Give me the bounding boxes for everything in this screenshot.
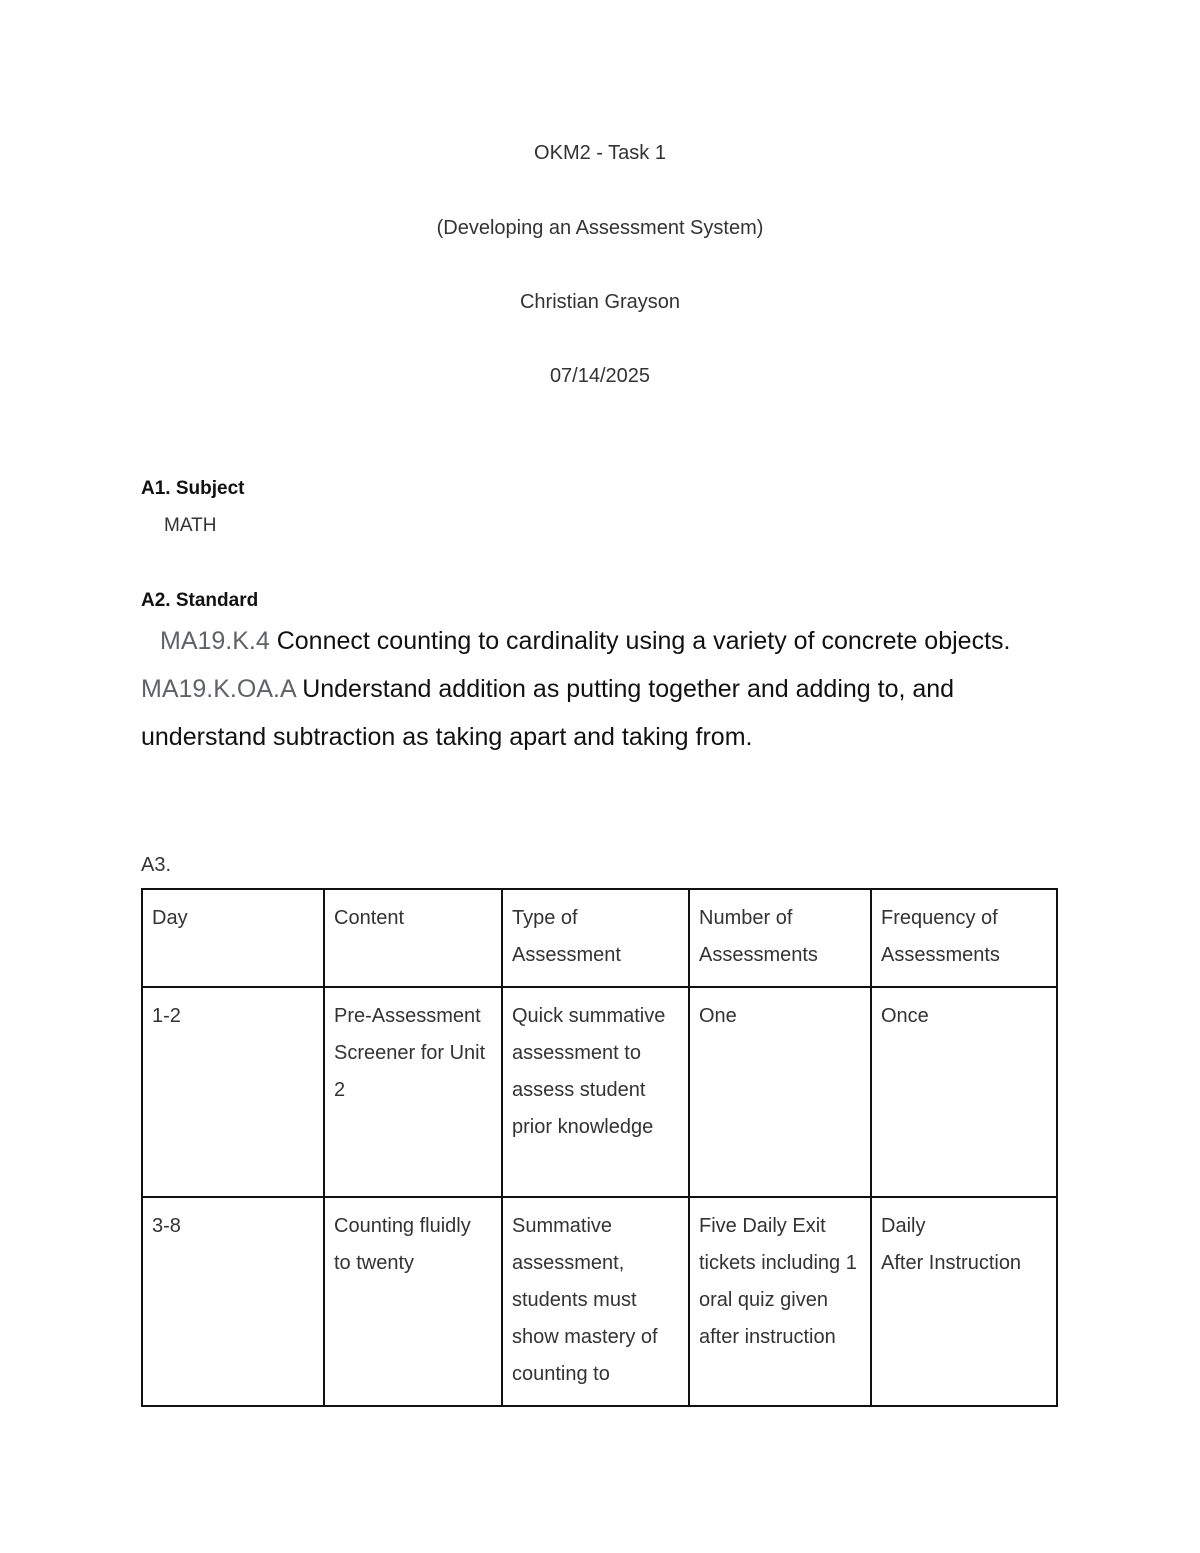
cell-day: 1-2 bbox=[142, 987, 324, 1197]
cell-content: Pre-Assessment Screener for Unit 2 bbox=[324, 987, 502, 1197]
standards-list bbox=[141, 617, 1041, 761]
cell-number: Five Daily Exit tickets including 1 oral quiz given after instruction bbox=[689, 1197, 871, 1406]
cell-day: 3-8 bbox=[142, 1197, 324, 1406]
cell-number: One bbox=[689, 987, 871, 1197]
standard-text: Connect counting to cardinality using a variety of concrete objects. bbox=[269, 627, 1011, 655]
author-name: Christian Grayson bbox=[519, 291, 681, 313]
cell-frequency bbox=[871, 987, 1057, 1197]
table-header-row bbox=[142, 889, 1057, 987]
standard-heading: A2. Standard bbox=[141, 590, 259, 611]
header-cell-day: Day bbox=[142, 889, 324, 987]
standard-code: MA19.K.4 bbox=[160, 627, 270, 655]
standard-item bbox=[141, 665, 1041, 761]
header-cell-type: Type of Assessment bbox=[502, 889, 689, 987]
cell-frequency bbox=[871, 1197, 1057, 1406]
cell-type: Summative assessment, students must show mastery of counting to bbox=[502, 1197, 689, 1406]
cell-content: Counting fluidly to twenty bbox=[324, 1197, 502, 1406]
assessment-table bbox=[141, 888, 1058, 1407]
header-cell-number: Number of Assessments bbox=[689, 889, 871, 987]
header-cell-frequency: Frequency of Assessments bbox=[871, 889, 1057, 987]
frequency-line-2: After Instruction bbox=[881, 1252, 1022, 1274]
standard-code: MA19.K.OA.A bbox=[141, 675, 296, 703]
frequency-line: Daily bbox=[881, 1215, 926, 1237]
document-subtitle: (Developing an Assessment System) bbox=[436, 217, 764, 239]
a3-label: A3. bbox=[141, 854, 172, 876]
frequency-line: Once bbox=[881, 1005, 929, 1027]
cell-type: Quick summative assessment to assess student prior knowledge bbox=[502, 987, 689, 1197]
subject-heading: A1. Subject bbox=[141, 478, 245, 499]
standard-item bbox=[141, 617, 1041, 665]
standard-text: Understand addition as putting together and adding to, and understand subtraction as taking apart and taking from. bbox=[141, 675, 955, 751]
subject-value: MATH bbox=[164, 515, 217, 536]
header-cell-content: Content bbox=[324, 889, 502, 987]
document-title: OKM2 - Task 1 bbox=[534, 142, 666, 164]
table-row bbox=[142, 1197, 1057, 1406]
document-date: 07/14/2025 bbox=[549, 365, 651, 387]
table-row bbox=[142, 987, 1057, 1197]
